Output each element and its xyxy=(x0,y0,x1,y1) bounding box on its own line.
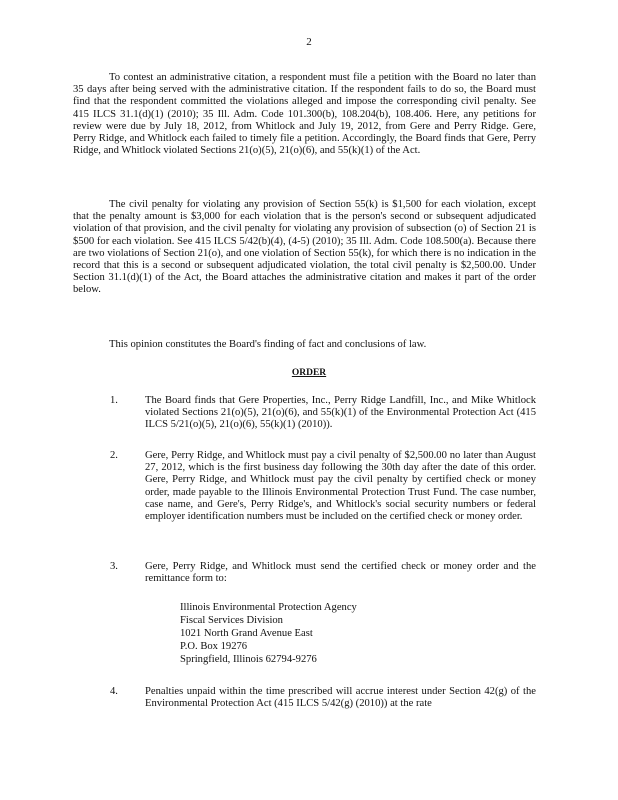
order-heading: ORDER xyxy=(291,368,327,378)
order-item-number: 2. xyxy=(110,450,118,461)
order-item-number: 4. xyxy=(110,686,118,697)
address-line: 1021 North Grand Avenue East xyxy=(180,628,313,639)
address-line: Springfield, Illinois 62794-9276 xyxy=(180,654,317,665)
address-line: Fiscal Services Division xyxy=(180,615,283,626)
order-item-text: Gere, Perry Ridge, and Whitlock must send the certified check or money order and the remittance form to: xyxy=(145,561,536,585)
remittance-address xyxy=(180,601,357,666)
page-number: 2 xyxy=(306,36,312,48)
order-item-text: Penalties unpaid within the time prescribed will accrue interest under Section 42(g) of the Environmental Protection Act (415 ILCS 5/42(g) (2010)) at the rate xyxy=(145,686,536,710)
order-item xyxy=(73,395,536,432)
order-item xyxy=(73,561,536,585)
order-item xyxy=(73,450,536,523)
paragraph-petition-deadline: To contest an administrative citation, a respondent must file a petition with the Board no later than 35 days after being served with the administrative citation. If the respondent fails to do so, the Board must find that the respondent committed the violations alleged and impose the corresponding civil penalty. See 415 ILCS 31.1(d)(1) (2010); 35 Ill. Adm. Code 101.300(b), 108.204(b), 108.406. Here, any petitions for review were due by July 18, 2012, from Whitlock and July 19, 2012, from Gere and Perry Ridge. Gere, Perry Ridge, and Whitlock each failed to timely file a petition. Accordingly, the Board finds that Gere, Perry Ridge, and Whitlock violated Sections 21(o)(5), 21(o)(6), and 55(k)(1) of the Act. xyxy=(73,72,536,157)
order-item-number: 3. xyxy=(110,561,118,572)
order-item-text: Gere, Perry Ridge, and Whitlock must pay a civil penalty of $2,500.00 no later than August 27, 2012, which is the first business day following the 30th day after the date of this order. Gere, Perry Ridge, and Whitlock must pay the civil penalty by certified check or money order, made payable to the Illinois Environmental Protection Trust Fund. The case number, case name, and Gere's, Perry Ridge's, and Whitlock's social security numbers or federal employer identification numbers must be included on the certified check or money order. xyxy=(145,450,536,523)
order-item xyxy=(73,686,536,710)
order-item-text: The Board finds that Gere Properties, Inc., Perry Ridge Landfill, Inc., and Mike Whitlock violated Sections 21(o)(5), 21(o)(6), and 55(k)(1) of the Environmental Protection Act (415 ILCS 5/21(o)(5), 21(o)(6), 55(k)(1) (2010)). xyxy=(145,395,536,431)
paragraph-civil-penalty: The civil penalty for violating any provision of Section 55(k) is $1,500 for each violation, except that the penalty amount is $3,000 for each violation that is the person's second or subsequent adjudicated violation of that provision, and the civil penalty for violating any provision of subsection (o) of Section 21 is $500 for each violation. See 415 ILCS 5/42(b)(4), (4-5) (2010); 35 Ill. Adm. Code 108.500(a). Because there are two violations of Section 21(o), and one violation of Section 55(k), for which there is no indication in the record that this is a second or subsequent adjudicated violation, the total civil penalty is $2,500.00. Under Section 31.1(d)(1) of the Act, the Board attaches the administrative citation and makes it part of the order below. xyxy=(73,199,536,296)
address-line: Illinois Environmental Protection Agency xyxy=(180,602,357,613)
address-line: P.O. Box 19276 xyxy=(180,641,248,652)
paragraph-findings-statement: This opinion constitutes the Board's finding of fact and conclusions of law. xyxy=(109,339,427,350)
order-item-number: 1. xyxy=(110,395,118,406)
